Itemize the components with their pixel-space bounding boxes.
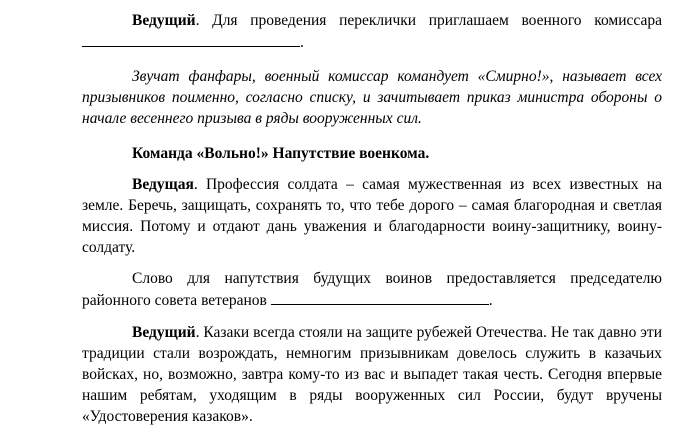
paragraph-cossacks	[82, 322, 662, 427]
paragraph-end: .	[300, 34, 304, 51]
paragraph-text: . Профессия солдата – самая мужественная из всех известных на земле. Беречь, защищать, сохранять то, что тебе дорого – самая благородная и светлая миссия. Потому и отдают дань уважения и благодарности воину-защитнику, воину-солдату.	[82, 176, 662, 256]
paragraph-text: Звучат фанфары, военный комиссар командует «Смирно!», называет всех призывников поименно, согласно списку, и зачитывает приказ министра обороны о начале весеннего призыва в ряды вооруженных сил.	[82, 68, 662, 127]
fill-in-blank	[271, 289, 489, 305]
paragraph-stage-direction	[82, 66, 662, 129]
paragraph-end: .	[488, 292, 493, 309]
speaker-label: Ведущая	[132, 176, 194, 193]
speaker-label: Ведущий	[132, 12, 196, 29]
paragraph-text: . Для проведения переклички приглашаем военного комиссара	[195, 12, 662, 29]
fill-in-blank	[82, 31, 300, 47]
paragraph-text: Слово для напутствия будущих воинов предоставляется председателю районного совета ветеранов	[82, 270, 662, 309]
speaker-label: Ведущий	[132, 324, 196, 341]
paragraph-command	[82, 143, 662, 164]
paragraph-soldier-profession	[82, 174, 662, 258]
paragraph-veterans-council	[82, 268, 662, 311]
paragraph-text: Команда «Вольно!» Напутствие военкома.	[132, 145, 430, 162]
paragraph-text: . Казаки всегда стояли на защите рубежей Отечества. Не так давно эти традиции стали возрождать, немногим призывникам довелось служить в казачьих войсках, но, возможно, завтра кому-то из вас и выпадет такая честь. Сегодня впервые нашим ребятам, уходящим в ряды вооруженных сил России, будут вручены «Удостоверения казаков».	[82, 324, 662, 425]
paragraph-commissar-invite	[82, 10, 662, 53]
